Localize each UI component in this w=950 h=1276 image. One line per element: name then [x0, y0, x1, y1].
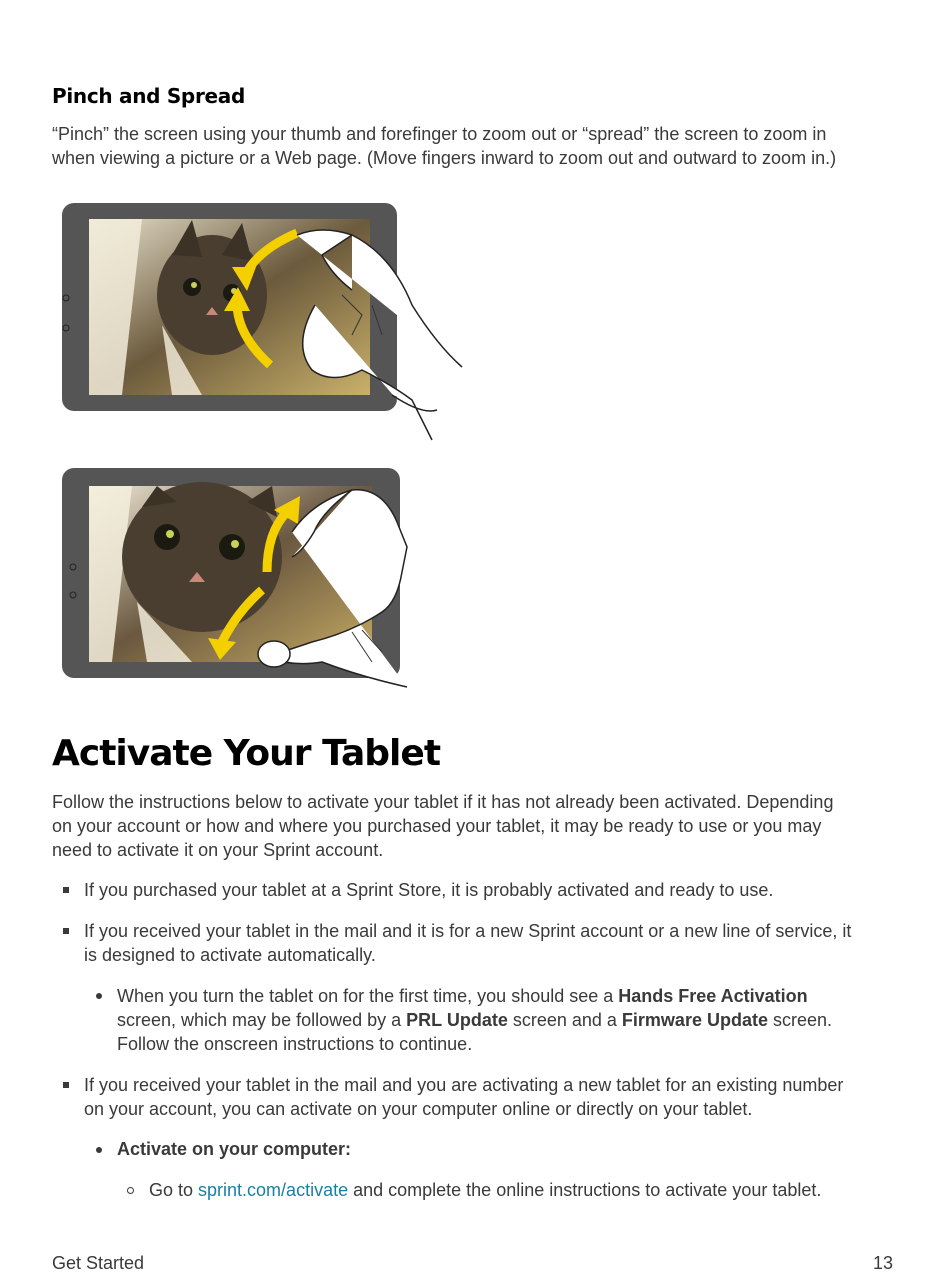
- square-bullet-icon: [63, 1082, 69, 1088]
- bullet-sprint-store: If you purchased your tablet at a Sprint Store, it is probably activated and ready to use.: [84, 880, 774, 900]
- hollow-bullet-icon: [127, 1187, 134, 1194]
- bullet2-line-1: If you received your tablet in the mail and it is for a new Sprint account or a new line of service, it: [84, 921, 852, 941]
- bullet3-line-1: If you received your tablet in the mail and you are activating a new tablet for an existing number: [84, 1075, 844, 1095]
- sprint-activate-link[interactable]: sprint.com/activate: [198, 1180, 349, 1200]
- sub1-line-2: screen, which may be followed by a PRL Update screen and a Firmware Update screen.: [117, 1010, 832, 1030]
- spread-gesture-illustration: [52, 462, 472, 697]
- bullet2-line-2: is designed to activate automatically.: [84, 945, 376, 965]
- activate-on-computer-label: Activate on your computer:: [117, 1139, 352, 1159]
- pinch-text-line-2: when viewing a picture or a Web page. (Move fingers inward to zoom out and outward to zoom in.): [52, 148, 837, 168]
- intro-line-2: on your account or how and where you purchased your tablet, it may be ready to use or you may: [52, 816, 822, 836]
- square-bullet-icon: [63, 928, 69, 934]
- footer-page-number: 13: [872, 1253, 893, 1273]
- pinch-gesture-illustration: [52, 195, 472, 445]
- sub1-line-1: When you turn the tablet on for the first time, you should see a Hands Free Activation: [117, 986, 808, 1006]
- square-bullet-icon: [63, 887, 69, 893]
- pinch-spread-heading: Pinch and Spread: [52, 84, 245, 108]
- bullet3-line-2: on your account, you can activate on your computer online or directly on your tablet.: [84, 1099, 753, 1119]
- bullet-mail-existing-number: [84, 1073, 904, 1121]
- go-to-sprint-activate: Go to sprint.com/activate and complete the online instructions to activate your tablet.: [149, 1180, 822, 1200]
- activate-intro: [52, 790, 902, 862]
- round-bullet-icon: [96, 993, 102, 999]
- sub1-line-3: Follow the onscreen instructions to continue.: [117, 1034, 473, 1054]
- round-bullet-icon: [96, 1147, 102, 1153]
- intro-line-3: need to activate it on your Sprint account.: [52, 840, 384, 860]
- pinch-text-line-1: “Pinch” the screen using your thumb and forefinger to zoom out or “spread” the screen to zoom in: [52, 124, 827, 144]
- activate-tablet-heading: Activate Your Tablet: [52, 733, 441, 774]
- bullet-hands-free-activation: [117, 984, 907, 1056]
- intro-line-1: Follow the instructions below to activate your tablet if it has not already been activated. Depending: [52, 792, 834, 812]
- bullet-mail-new-account: [84, 919, 904, 967]
- footer-section-title: Get Started: [52, 1253, 145, 1273]
- pinch-spread-description: [52, 122, 902, 170]
